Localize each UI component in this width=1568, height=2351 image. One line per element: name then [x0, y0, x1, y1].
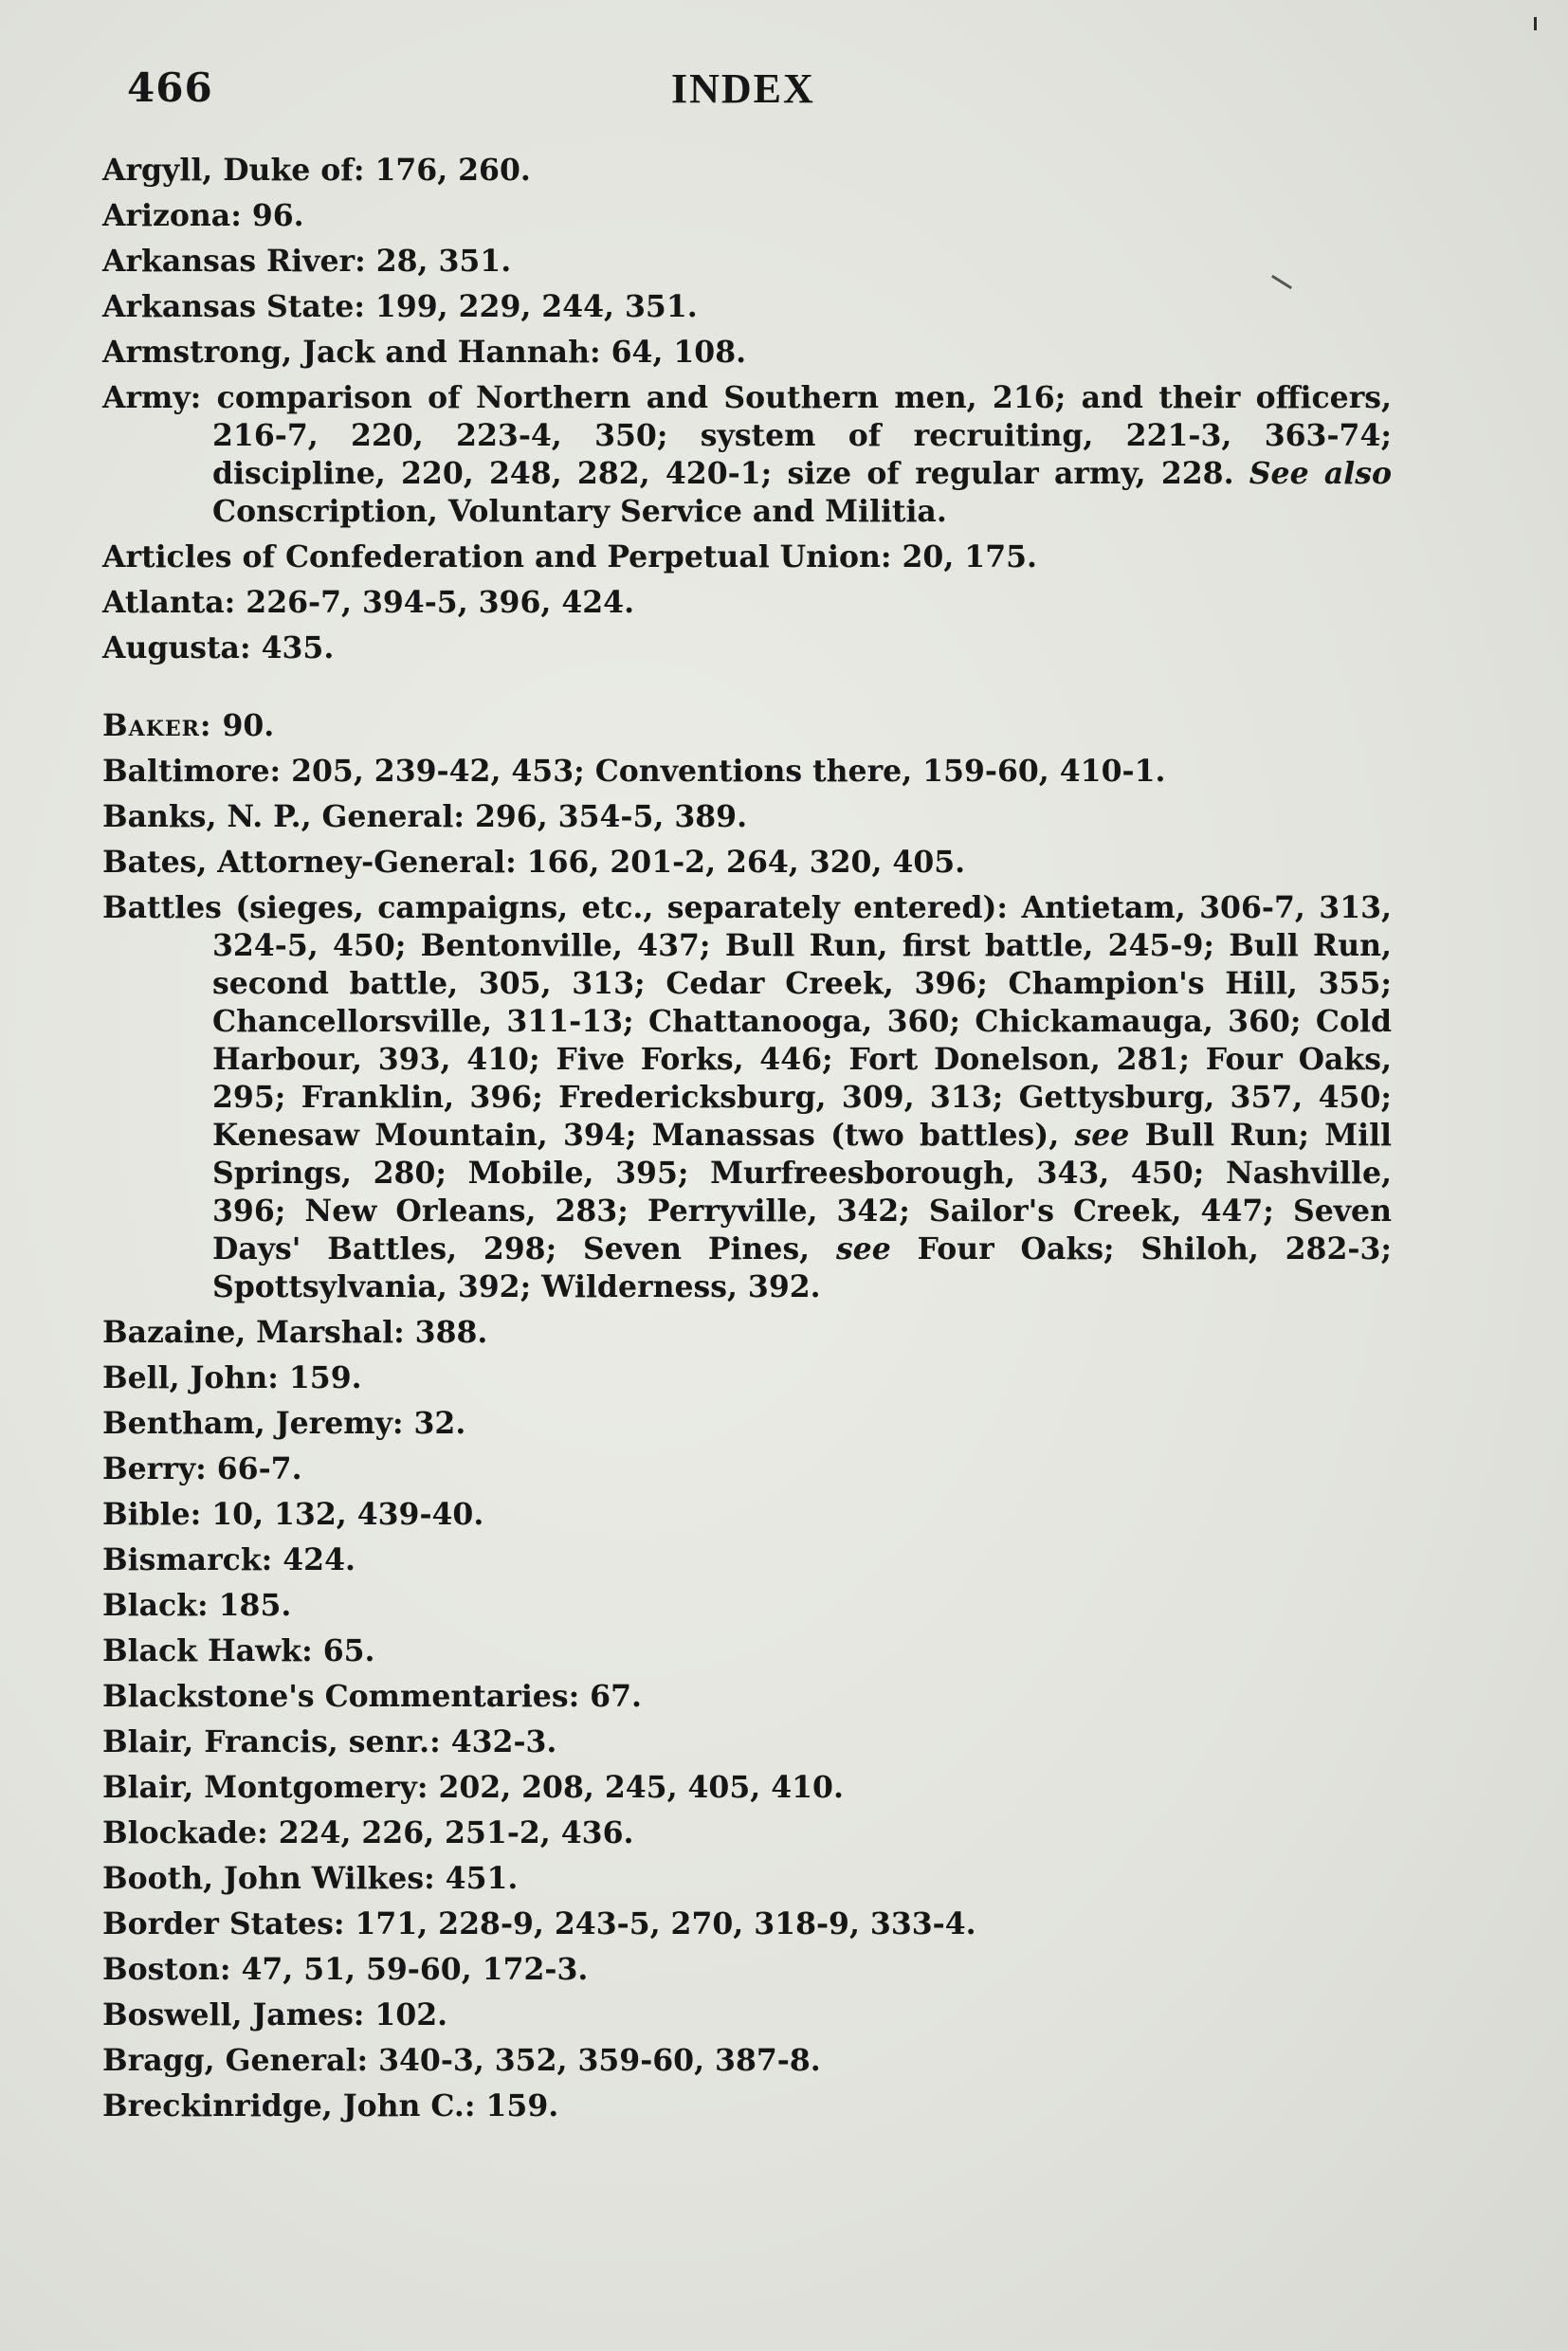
page-number: 466	[127, 64, 213, 111]
entry-refs: 435.	[261, 630, 335, 665]
index-entry-argyll	[102, 152, 1392, 190]
index-entry-bell	[102, 1359, 1392, 1397]
entry-refs: 20, 175.	[902, 539, 1038, 574]
entry-head: Augusta:	[102, 630, 251, 665]
index-entry-bible	[102, 1496, 1392, 1534]
index-entry-breckinridge	[102, 2087, 1392, 2125]
entry-refs: 47, 51, 59-60, 172-3.	[241, 1952, 589, 1987]
section-gap	[102, 675, 1392, 707]
index-entry-berry	[102, 1450, 1392, 1488]
entry-head: Articles of Confederation and Perpetual Union:	[102, 539, 892, 574]
entry-head: Blair, Francis, senr.:	[102, 1724, 441, 1759]
entry-refs: 65.	[322, 1633, 375, 1668]
entry-head: Baltimore:	[102, 754, 282, 789]
entry-head: Baker:	[102, 708, 212, 743]
index-entry-boston	[102, 1951, 1392, 1989]
entry-refs: 176, 260.	[374, 153, 531, 188]
index-entry-bismarck	[102, 1541, 1392, 1579]
entry-refs: 90.	[222, 708, 275, 743]
entry-refs: comparison of Northern and Southern men, 216; and their officers, 216-7, 220, 223-4, 350; system of recruiting, 221-3, 363-74; discipline, 220, 248, 282, 420-1; size of regular army, 228.	[212, 380, 1393, 491]
entry-head: Berry:	[102, 1451, 207, 1486]
entry-refs: Four Oaks; Shiloh, 282-3; Spottsylvania, 392; Wilderness, 392.	[212, 1231, 1392, 1304]
entry-head: Bible:	[102, 1497, 202, 1532]
index-entry-bates	[102, 844, 1392, 882]
entry-refs: 32.	[413, 1406, 466, 1441]
entry-head: Breckinridge, John C.:	[102, 2088, 476, 2123]
entry-refs: 185.	[218, 1588, 292, 1623]
see-label: see	[835, 1231, 891, 1267]
index-entry-baltimore	[102, 753, 1392, 791]
entry-head: Bates, Attorney-General:	[102, 845, 517, 880]
entry-head: Blair, Montgomery:	[102, 1770, 428, 1805]
entry-refs: 388.	[414, 1315, 488, 1350]
index-entry-bragg	[102, 2042, 1392, 2080]
index-entry-battles	[102, 889, 1392, 1306]
entry-refs: 159.	[485, 2088, 559, 2123]
entry-refs: 424.	[283, 1542, 356, 1577]
entry-refs: 102.	[374, 1997, 448, 2032]
entry-refs: 205, 239-42, 453; Conventions there, 159-60, 410-1.	[291, 754, 1166, 789]
entry-refs: 171, 228-9, 243-5, 270, 318-9, 333-4.	[355, 1906, 976, 1941]
entry-refs: 66-7.	[216, 1451, 302, 1486]
index-entry-black-hawk	[102, 1632, 1392, 1670]
entry-refs: 224, 226, 251-2, 436.	[278, 1815, 634, 1850]
index-entry-boswell	[102, 1996, 1392, 2034]
see-also-label: See also	[1249, 456, 1392, 491]
entry-head: Bazaine, Marshal:	[102, 1315, 405, 1350]
entry-head: Black Hawk:	[102, 1633, 313, 1668]
index-entry-arkansas-state	[102, 288, 1392, 326]
index-entry-blair-francis	[102, 1723, 1392, 1761]
index-entry-blair-montgomery	[102, 1769, 1392, 1807]
index-entry-black	[102, 1587, 1392, 1625]
entry-head: Armstrong, Jack and Hannah:	[102, 335, 601, 370]
entry-refs: 340-3, 352, 359-60, 387-8.	[378, 2043, 821, 2078]
index-entry-augusta	[102, 629, 1392, 667]
index-entry-bentham	[102, 1405, 1392, 1443]
see-label: see	[1074, 1118, 1130, 1153]
entry-head: Arkansas River:	[102, 244, 366, 279]
index-entry-baker	[102, 707, 1392, 745]
entry-head: Banks, N. P., General:	[102, 799, 465, 834]
see-also-text: Conscription, Voluntary Service and Militia.	[212, 494, 947, 529]
index-entry-banks	[102, 798, 1392, 836]
entry-refs: 64, 108.	[611, 335, 747, 370]
entry-head: Army:	[102, 380, 202, 415]
entry-head: Boswell, James:	[102, 1997, 365, 2032]
index-entry-blockade	[102, 1814, 1392, 1852]
entry-head: Boston:	[102, 1952, 231, 1987]
entry-refs: 67.	[590, 1679, 642, 1714]
index-entry-armstrong	[102, 334, 1392, 372]
entry-refs: 432-3.	[450, 1724, 557, 1759]
entry-refs: 10, 132, 439-40.	[211, 1497, 484, 1532]
entry-head: Bragg, General:	[102, 2043, 369, 2078]
entry-head: Booth, John Wilkes:	[102, 1861, 435, 1896]
page-header	[127, 64, 1416, 121]
entry-refs: 166, 201-2, 264, 320, 405.	[526, 845, 966, 880]
entry-head: Argyll, Duke of:	[102, 153, 365, 188]
entry-refs: 199, 229, 244, 351.	[374, 289, 698, 324]
entry-refs: 28, 351.	[375, 244, 512, 279]
entry-head: Blackstone's Commentaries:	[102, 1679, 580, 1714]
entry-head: Bismarck:	[102, 1542, 273, 1577]
index-entry-bazaine	[102, 1314, 1392, 1352]
index-entries	[102, 152, 1392, 2133]
margin-mark	[1534, 17, 1537, 30]
entry-head: Blockade:	[102, 1815, 268, 1850]
entry-head: Black:	[102, 1588, 209, 1623]
index-entry-arkansas-river	[102, 243, 1392, 281]
index-entry-army	[102, 379, 1392, 531]
entry-head: Battles (sieges, campaigns, etc., separately entered):	[102, 890, 1009, 925]
entry-refs: 451.	[445, 1861, 519, 1896]
entry-refs: 96.	[251, 198, 304, 233]
entry-head: Arizona:	[102, 198, 242, 233]
index-entry-arizona	[102, 197, 1392, 235]
entry-refs: 159.	[288, 1360, 362, 1395]
entry-refs: 226-7, 394-5, 396, 424.	[246, 585, 635, 620]
running-head-title: INDEX	[671, 65, 815, 112]
entry-head: Bell, John:	[102, 1360, 279, 1395]
entry-head: Atlanta:	[102, 585, 236, 620]
index-entry-border-states	[102, 1905, 1392, 1943]
entry-head: Arkansas State:	[102, 289, 365, 324]
entry-refs: 202, 208, 245, 405, 410.	[438, 1770, 844, 1805]
entry-refs: Bull Run; Mill Springs, 280; Mobile, 395; Murfreesborough, 343, 450; Nashville, 396; New Orleans, 283; Perryville, 342; Sailor's Creek, 447; Seven Days' Battles, 298; Seven Pines,	[212, 1118, 1393, 1267]
index-entry-booth	[102, 1860, 1392, 1898]
entry-refs: Antietam, 306-7, 313, 324-5, 450; Bentonville, 437; Bull Run, first battle, 245-9; Bull Run, second battle, 305, 313; Cedar Creek, 396; Champion's Hill, 355; Chancellorsville, 311-13; Chattanooga, 360; Chickamauga, 360; Cold Harbour, 393, 410; Five Forks, 446; Fort Donelson, 281; Four Oaks, 295; Franklin, 396; Fredericksburg, 309, 313; Gettysburg, 357, 450; Kenesaw Mountain, 394; Manassas (two battles),	[212, 890, 1392, 1153]
entry-refs: 296, 354-5, 389.	[474, 799, 748, 834]
index-entry-articles-of-confederation	[102, 538, 1392, 576]
entry-head: Bentham, Jeremy:	[102, 1406, 404, 1441]
index-entry-atlanta	[102, 584, 1392, 622]
index-entry-blackstone	[102, 1678, 1392, 1716]
entry-head: Border States:	[102, 1906, 345, 1941]
